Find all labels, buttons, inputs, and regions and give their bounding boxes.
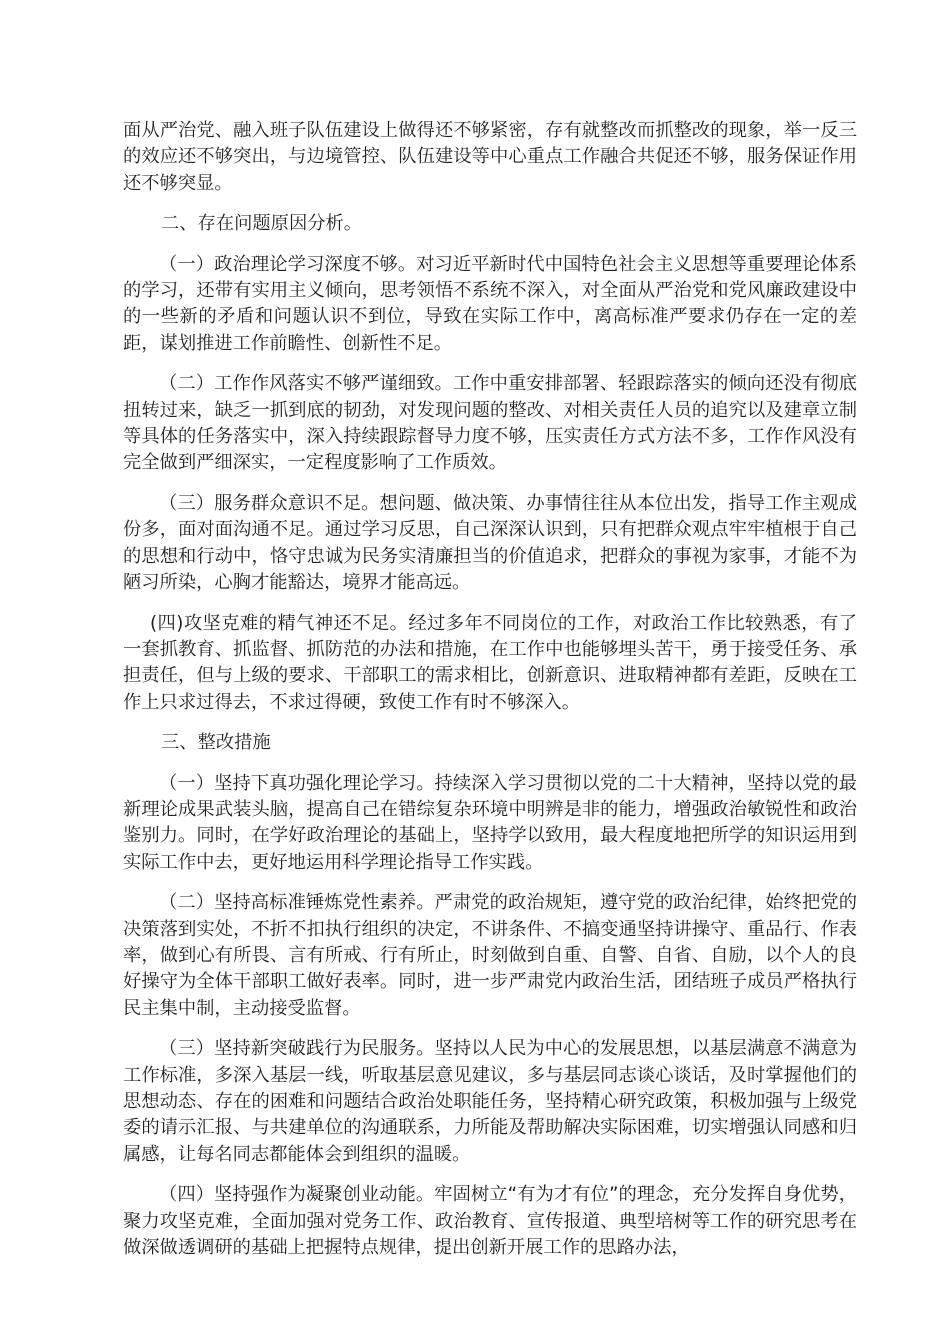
- paragraph-measure-4: （四）坚持强作为凝聚创业动能。牢固树立“有为才有位”的理念，充分发挥自身优势，聚力攻坚克难，全面加强对党务工作、政治教育、宣传报道、典型培树等工作的研究思考在做深做透调研的基础上把握特点规律，提出创新开展工作的思路办法，: [123, 1184, 857, 1259]
- paragraph-measure-1: （一）坚持下真功强化理论学习。持续深入学习贯彻以党的二十大精神，坚持以党的最新理论成果武装头脑，提高自己在错综复杂环境中明辨是非的能力，增强政治敏锐性和政治鉴别力。同时，在学好政治理论的基础上，坚持学以致用，最大程度地把所学的知识运用到实际工作中去，更好地运用科学理论指导工作实践。: [123, 772, 857, 873]
- paragraph-cause-3: （三）服务群众意识不足。想问题、做决策、办事情往往从本位出发，指导工作主观成份多，面对面沟通不足。通过学习反思，自己深深认识到，只有把群众观点牢牢植根于自己的思想和行动中，恪守忠诚为民务实清廉担当的价值追求，把群众的事视为家事，才能不为陋习所染，心胸才能豁达，境界才能高远。: [123, 492, 857, 594]
- section-heading-cause-analysis: 二、存在问题原因分析。: [161, 213, 363, 235]
- paragraph-cause-2: （二）工作作风落实不够严谨细致。工作中重安排部署、轻跟踪落实的倾向还没有彻底扭转过来，缺乏一抓到底的韧劲，对发现问题的整改、对相关责任人员的追究以及建章立制等具体的任务落实中，深入持续跟踪督导力度不够，压实责任方式方法不多，工作作风没有完全做到严细深实，一定程度影响了工作质效。: [123, 373, 857, 474]
- paragraph-intro-continuation: 面从严治党、融入班子队伍建设上做得还不够紧密，存有就整改而抓整改的现象，举一反三的效应还不够突出，与边境管控、队伍建设等中心重点工作融合共促还不够，服务保证作用还不够突显。: [123, 120, 857, 194]
- paragraph-cause-1: （一）政治理论学习深度不够。对习近平新时代中国特色社会主义思想等重要理论体系的学习，还带有实用主义倾向，思考领悟不系统不深入，对全面从严治党和党风廉政建设中的一些新的矛盾和问题认识不到位，导致在实际工作中，离高标准严要求仍存在一定的差距，谋划推进工作前瞻性、创新性不足。: [123, 253, 857, 354]
- document-page: [123, 118, 857, 1261]
- paragraph-cause-4: (四)攻坚克难的精气神还不足。经过多年不同岗位的工作，对政治工作比较熟悉，有了一套抓教育、抓监督、抓防范的办法和措施，在工作中也能够埋头苦干，勇于接受任务、承担责任，但与上级的要求、干部职工的需求相比，创新意识、进取精神都有差距，反映在工作上只求过得去，不求过得硬，致使工作有时不够深入。: [123, 612, 857, 713]
- paragraph-measure-3: （三）坚持新突破践行为民服务。坚持以人民为中心的发展思想，以基层满意不满意为工作标准，多深入基层一线，听取基层意见建议，多与基层同志谈心谈话，及时掌握他们的思想动态、存在的困难和问题结合政治处职能任务，坚持精心研究政策，积极加强与上级党委的请示汇报、与共建单位的沟通联系，力所能及帮助解决实际困难，切实增强认同感和归属感，让每名同志都能体会到组织的温暖。: [123, 1038, 857, 1165]
- paragraph-measure-2: （二）坚持高标准锤炼党性素养。严肃党的政治规矩，遵守党的政治纪律，始终把党的决策落到实处，不折不扣执行组织的决定，不讲条件、不搞变通坚持讲操守、重品行、作表率，做到心有所畏、言有所戒、行有所止，时刻做到自重、自警、自省、自励，以个人的良好操守为全体干部职工做好表率。同时，进一步严肃党内政治生活，团结班子成员严格执行民主集中制，主动接受监督。: [123, 892, 857, 1019]
- section-heading-rectification: 三、整改措施: [161, 732, 271, 754]
